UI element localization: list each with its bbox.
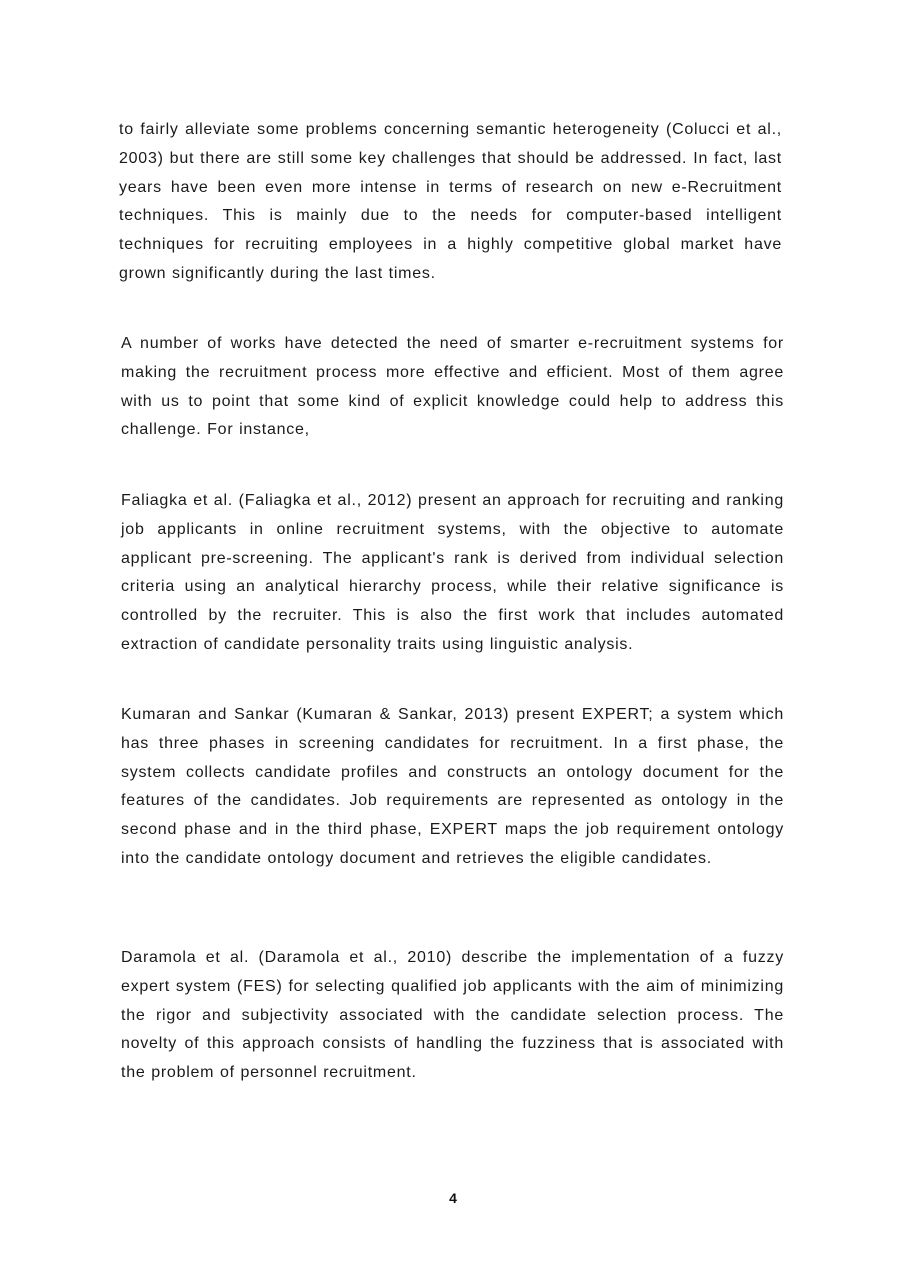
paragraph-semantic-heterogeneity: to fairly alleviate some problems concerning semantic heterogeneity (Colucci et al., 2003) but there are still some key challenges that should be addressed. In fact, last years have been even more intense in terms of research on new e-Recruitment techniques. This is mainly due to the needs for computer-based intelligent techniques for recruiting employees in a highly competitive global market have grown significantly during the last times.: [119, 121, 782, 282]
paragraph-daramola: Daramola et al. (Daramola et al., 2010) describe the implementation of a fuzzy expert system (FES) for selecting qualified job applicants with the aim of minimizing the rigor and subjectivity associated with the candidate selection process. The novelty of this approach consists of handling the fuzziness that is associated with the problem of personnel recruitment.: [121, 949, 784, 1082]
paragraph-smarter-e-recruitment: A number of works have detected the need of smarter e-recruitment systems for making the recruitment process more effective and efficient. Most of them agree with us to point that some kind of explicit knowledge could help to address this challenge. For instance,: [121, 335, 784, 439]
paragraph-kumaran-sankar: Kumaran and Sankar (Kumaran & Sankar, 2013) present EXPERT; a system which has three phases in screening candidates for recruitment. In a first phase, the system collects candidate profiles and constructs an ontology document for the features of the candidates. Job requirements are represented as ontology in the second phase and in the third phase, EXPERT maps the job requirement ontology into the candidate ontology document and retrieves the eligible candidates.: [121, 706, 784, 867]
paragraph-faliagka: Faliagka et al. (Faliagka et al., 2012) present an approach for recruiting and ranking job applicants in online recruitment systems, with the objective to automate applicant pre-screening. The applicant's rank is derived from individual selection criteria using an analytical hierarchy process, while their relative significance is controlled by the recruiter. This is also the first work that includes automated extraction of candidate personality traits using linguistic analysis.: [121, 492, 784, 653]
page-number: 4: [449, 1190, 457, 1206]
